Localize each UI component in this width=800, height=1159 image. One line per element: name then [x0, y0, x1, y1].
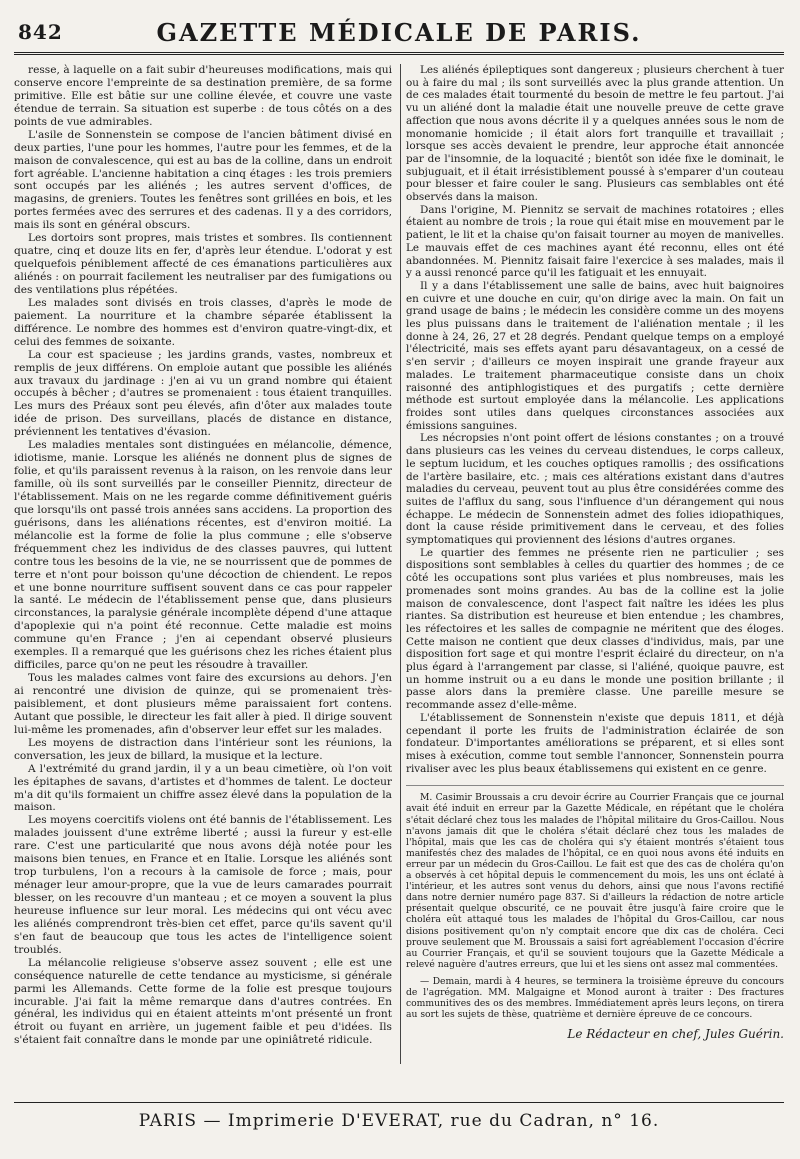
paragraph: Dans l'origine, M. Piennitz se servait de machines rotatoires ; elles étaient au nombre de trois ; la roue qui était mise en mouvement par le patient, le lit et la chaise qu'on faisait tourner au moyen de manivelles. Le mauvais effet de ces machines ayant été reconnu, elles ont été abandonnées. M. Piennitz faisait faire l'exercice à ses malades, mais il y a aussi renoncé parce qu'il les fatiguait et les ennuyait. [406, 203, 784, 280]
paragraph: L'asile de Sonnenstein se compose de l'ancien bâtiment divisé en deux parties, l'une pour les hommes, l'autre pour les femmes, et de la maison de convalescence, qui est au bas de la colline, dans un endroit fort agréable. L'ancienne habitation a cinq étages : les trois premiers sont occupés par les aliénés ; les autres servent d'offices, de magasins, de greniers. Toutes les fenêtres sont grillées en bois, et les portes fermées avec des serrures et des cadenas. Il y a des corridors, mais ils sont en général obscurs. [14, 128, 392, 232]
paragraph: La cour est spacieuse ; les jardins grands, vastes, nombreux et remplis de jeux différens. On emploie autant que possible les aliénés aux travaux du jardinage : j'en ai vu un grand nombre qui étaient occupés à bêcher ; d'autres se promenaient : tous étaient tranquilles. Les murs des Préaux sont peu élevés, afin d'ôter aux malades toute idée de prison. Des surveillans, placés de distance en distance, préviennent les tentatives d'évasion. [14, 348, 392, 439]
left-column [14, 64, 392, 1047]
paragraph: Les malades sont divisés en trois classes, d'après le mode de paiement. La nourriture et la chambre séparée établissent la différence. Le nombre des hommes est d'environ quatre-vingt-dix, et celui des femmes de soixante. [14, 296, 392, 348]
paragraph: Il y a dans l'établissement une salle de bains, avec huit baignoires en cuivre et une douche en cuir, qu'on dirige avec la main. On fait un grand usage de bains ; le médecin les considère comme un des moyens les plus puissans dans le traitement de l'aliénation mentale ; il les donne à 24, 26, 27 et 28 degrés. Pendant quelque temps on a employé l'électricité, mais ses effets ayant paru désavantageux, on a cessé de s'en servir ; d'ailleurs ce moyen inspirait une grande frayeur aux malades. Le traitement pharmaceutique consiste dans un choix raisonné des antiphlogistiques et des purgatifs ; cette dernière méthode est surtout employée dans la mélancolie. Les applications froides sont utiles dans quelques circonstances associées aux émissions sanguines. [406, 279, 784, 432]
paragraph: Les maladies mentales sont distinguées en mélancolie, démence, idiotisme, manie. Lorsque les aliénés ne donnent plus de signes de folie, et qu'ils paraissent revenus à la raison, on les renvoie dans leur famille, où ils sont surveillés par le conseiller Piennitz, directeur de l'établissement. Mais on ne les regarde comme définitivement guéris que lorsqu'ils ont passé trois années sans accidens. La proportion des guérisons, dans les aliénations récentes, est d'environ moitié. La mélancolie est la forme de folie la plus commune ; elle s'observe fréquemment chez les individus de des classes pauvres, qui luttent contre tous les besoins de la vie, ne se nourrissent que de pommes de terre et n'ont pour boisson qu'une décoction de chiendent. Le repos et une bonne nourriture suffisent souvent dans ce cas pour rappeler la santé. Le médecin de l'établissement pense que, dans plusieurs circonstances, la paralysie générale incomplète dépend d'une attaque d'apoplexie qui n'a point été reconnue. Cette maladie est moins commune qu'en France ; j'en ai cependant observé plusieurs exemples. Il a remarqué que les guérisons chez les riches étaient plus difficiles, parce qu'on ne peut les résoudre à travailler. [14, 439, 392, 672]
news-note: M. Casimir Broussais a cru devoir écrire au Courrier Français que ce journal avait été induit en erreur par la Gazette Médicale, en répétant que le choléra s'était déclaré chez tous les malades de l'hôpital militaire du Gros-Caillou. Nous n'avons jamais dit que le choléra s'était déclaré chez tous les malades de l'hôpital, mais que les cas de choléra qui s'y étaient montrés s'étaient tous manifestés chez des malades de l'hôpital, ce en quoi nous avons été induits en erreur par un médecin du Gros-Caillou. Le fait est que des cas de choléra qu'on a observés à cet hôpital depuis le commencement du mois, les uns ont éclaté à l'intérieur, et les autres sont venus du dehors, ainsi que nous l'avons rectifié dans notre dernier numéro page 837. Si d'ailleurs la rédaction de notre article présentait quelque obscurité, ce ne pouvait être jusqu'à faire croire que le choléra eût attaqué tous les malades de l'hôpital du Gros-Caillou, car nous disions positivement qu'on n'y comptait encore que dix cas de choléra. Ceci prouve seulement que M. Broussais a saisi fort agréablement l'occasion d'écrire au Courrier Français, et qu'il se souvient toujours que la Gazette Médicale a relevé naguère d'autres erreurs, que lui et les siens ont assez mal commentées. [406, 785, 784, 970]
paragraph: Le quartier des femmes ne présente rien ne particulier ; ses dispositions sont semblables à celles du quartier des hommes ; de ce côté les occupations sont plus variées et plus nombreuses, mais les promenades sont moins grandes. Au bas de la colline est la jolie maison de convalescence, dont l'aspect fait naître les idées les plus riantes. Sa distribution est heureuse et bien entendue ; les chambres, les réfectoires et les salles de compagnie ne méritent que des éloges. Cette maison ne contient que deux classes d'individus, mais, par une disposition fort sage et qui montre l'esprit éclairé du directeur, on n'a plus égard à l'arrangement par classe, si l'aliéné, quoique pauvre, est un homme instruit ou a eu dans le monde une position brillante ; il passe alors dans la première classe. Une pareille mesure se recommande assez d'elle-même. [406, 546, 784, 712]
paragraph: Tous les malades calmes vont faire des excursions au dehors. J'en ai rencontré une division de quinze, qui se promenaient très-paisiblement, et dont plusieurs même paraissaient fort contens. Autant que possible, le directeur les fait aller à pied. Il dirige souvent lui-même les promenades, afin d'observer leur effet sur les malades. [14, 672, 392, 736]
paragraph: A l'extrémité du grand jardin, il y a un beau cimetière, où l'on voit les épitaphes de savans, d'artistes et d'hommes de talent. Le docteur m'a dit qu'ils formaient un chiffre assez élevé dans la population de la maison. [14, 762, 392, 814]
paragraph: Les nécropsies n'ont point offert de lésions constantes ; on a trouvé dans plusieurs cas les veines du cerveau distendues, le corps calleux, le septum lucidum, et les couches optiques ramollis ; des ossifications de l'artère basilaire, etc. ; mais ces altérations existant dans d'autres maladies du cerveau, peuvent tout au plus être considérées comme des suites de l'afflux du sang, sous l'influence d'un dérangement qui nous échappe. Le médecin de Sonnenstein admet des folies idiopathiques, dont la cause réside primitivement dans le cerveau, et des folies symptomatiques qui proviennent des lésions d'autres organes. [406, 432, 784, 547]
page-number: 842 [18, 20, 63, 44]
paragraph: Les aliénés épileptiques sont dangereux ; plusieurs cherchent à tuer ou à faire du mal ; ils sont surveillés avec la plus grande attention. Un de ces malades était tourmenté du besoin de mettre le feu partout. J'ai vu un aliéné dont la maladie était une nouvelle preuve de cette grave affection que nous avons décrite il y a quelques années sous le nom de monomanie homicide ; il était alors fort tranquille et travaillait ; lorsque ses accès devaient le prendre, leur approche était annoncée par de l'insomnie, de la loquacité ; bientôt son idée fixe le dominait, le subjuguait, et il était irrésistiblement poussé à s'emparer d'un couteau pour blesser et faire couler le sang. Plusieurs cas semblables ont été observés dans la maison. [406, 64, 784, 204]
journal-title: GAZETTE MÉDICALE DE PARIS. [156, 18, 642, 47]
paragraph: La mélancolie religieuse s'observe assez souvent ; elle est une conséquence naturelle de cette tendance au mysticisme, si générale parmi les Allemands. Cette forme de la folie est presque toujours incurable. J'ai fait la même remarque dans d'autres contrées. En général, les individus qui en étaient atteints m'ont présenté un front étroit ou fuyant en arrière, un jugement faible et peu d'idées. Ils s'étaient fait connaître dans le monde par une opiniâtreté ridicule. [14, 956, 392, 1047]
printer-footer: PARIS — Imprimerie D'EVERAT, rue du Cadran, n° 16. [14, 1102, 784, 1131]
editor-signature: Le Rédacteur en chef, Jules Guérin. [567, 1027, 784, 1042]
paragraph: Les moyens de distraction dans l'intérieur sont les réunions, la conversation, les jeux de billard, la musique et la lecture. [14, 736, 392, 762]
column-divider [400, 64, 401, 1064]
header-rule [14, 52, 784, 55]
newspaper-page [14, 14, 784, 1152]
paragraph: Les moyens coercitifs violens ont été bannis de l'établissement. Les malades jouissent d'une extrême liberté ; aussi la fureur y est-elle rare. C'est une particularité que nous avons déjà notée pour les maisons bien tenues, en France et en Italie. Lorsque les aliénés sont trop turbulens, l'on a recours à la camisole de force ; mais, pour ménager leur amour-propre, que la vue de leurs camarades pourrait blesser, on les recouvre d'un manteau ; et ce moyen a souvent la plus heureuse influence sur leur moral. Les médecins qui ont vécu avec les aliénés comprendront très-bien cet effet, parce qu'ils savent qu'il s'en faut de beaucoup que tous les actes de l'intelligence soient troublés. [14, 814, 392, 956]
paragraph: resse, à laquelle on a fait subir d'heureuses modifications, mais qui conserve encore l'empreinte de sa destination première, de sa forme primitive. Elle est bâtie sur une colline élevée, et couvre une vaste étendue de terrain. Sa situation est superbe : de tous côtés on a des points de vue admirables. [14, 64, 392, 128]
paragraph: L'établissement de Sonnenstein n'existe que depuis 1811, et déjà cependant il porte les fruits de l'administration éclairée de son fondateur. D'importantes améliorations se préparent, et si elles sont mises à exécution, comme tout semble l'annoncer, Sonnenstein pourra rivaliser avec les plus beaux établissemens qui existent en ce genre. [406, 711, 784, 775]
right-column [406, 64, 784, 1041]
page-header [14, 14, 784, 54]
article-columns [14, 64, 784, 1064]
news-note: — Demain, mardi à 4 heures, se terminera la troisième épreuve du concours de l'agrégation. MM. Malgaigne et Monod auront à traiter : Des fractures communitives des os des membres. Immédiatement après leurs leçons, on tirera au sort les sujets de thèse, quatrième et dernière épreuve de ce concours. [406, 975, 784, 1021]
paragraph: Les dortoirs sont propres, mais tristes et sombres. Ils contiennent quatre, cinq et douze lits en fer, d'après leur étendue. L'odorat y est quelquefois péniblement affecté de ces émanations particulières aux aliénés : on pourrait facilement les neutraliser par des fumigations ou des ventilations plus répétées. [14, 232, 392, 296]
